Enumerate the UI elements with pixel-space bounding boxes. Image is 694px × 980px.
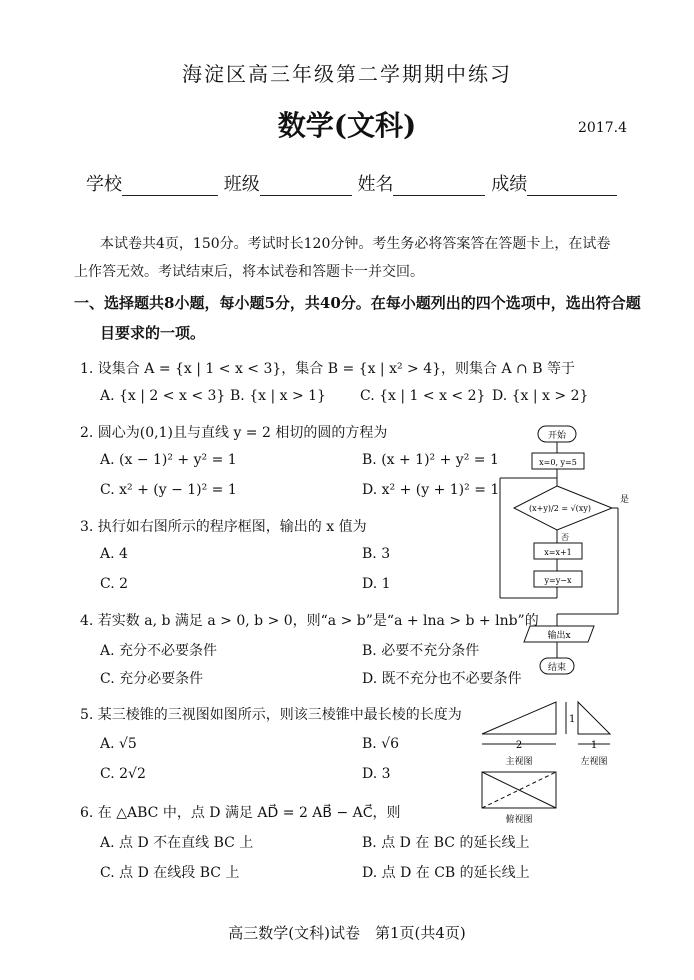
front-view-width-label: 2 bbox=[515, 740, 523, 751]
question-3-stem: 3. 执行如右图所示的程序框图，输出的 x 值为 bbox=[80, 519, 367, 535]
front-view-label: 主视图 bbox=[505, 757, 533, 767]
question-6-stem: 6. 在 △ABC 中，点 D 满足 AD⃗ = 2 AB⃗ − AC⃗，则 bbox=[80, 805, 401, 821]
q2-option-a: A. (x − 1)² + y² = 1 bbox=[100, 452, 237, 468]
flow-end-text: 结束 bbox=[547, 663, 567, 673]
q3-option-a: A. 4 bbox=[100, 546, 128, 562]
q2-option-d: D. x² + (y + 1)² = 1 bbox=[362, 482, 500, 498]
flow-output-text: 输出x bbox=[547, 631, 571, 641]
q6-option-a: A. 点 D 不在直线 BC 上 bbox=[100, 835, 254, 851]
q1-option-d: D. {x | x > 2} bbox=[492, 388, 589, 404]
three-views-figure bbox=[476, 696, 640, 830]
q4-option-d: D. 既不充分也不必要条件 bbox=[362, 671, 522, 687]
q2-option-c: C. x² + (y − 1)² = 1 bbox=[100, 482, 237, 498]
front-view-triangle bbox=[482, 702, 556, 734]
q1-option-a: A. {x | 2 < x < 3} bbox=[100, 388, 226, 404]
exam-date: 2017.4 bbox=[578, 120, 627, 136]
side-view-label: 左视图 bbox=[580, 757, 608, 767]
q3-option-b: B. 3 bbox=[362, 546, 391, 562]
score-blank bbox=[527, 175, 617, 196]
q6-option-d: D. 点 D 在 CB 的延长线上 bbox=[362, 865, 530, 881]
flow-init-text: x=0, y=5 bbox=[539, 458, 577, 467]
q1-option-b: B. {x | x > 1} bbox=[230, 388, 326, 404]
side-view-triangle bbox=[578, 702, 610, 734]
question-4-stem: 4. 若实数 a, b 满足 a > 0, b > 0，则“a > b”是“a + lna > b + lnb”的 bbox=[80, 613, 539, 629]
intro-line-2: 上作答无效。考试结束后，将本试卷和答题卡一并交回。 bbox=[74, 264, 424, 280]
top-view-label: 俯视图 bbox=[505, 815, 533, 825]
flow-yes-label: 是 bbox=[620, 495, 630, 505]
flow-start-text: 开始 bbox=[547, 431, 567, 441]
class-blank bbox=[260, 175, 352, 196]
q4-option-c: C. 充分必要条件 bbox=[100, 671, 204, 687]
section-heading: 一、选择题共8小题，每小题5分，共40分。在每小题列出的四个选项中，选出符合题 bbox=[74, 294, 641, 312]
question-5-stem: 5. 某三棱锥的三视图如图所示，则该三棱锥中最长棱的长度为 bbox=[80, 707, 462, 723]
subject-title: 数学(文科) bbox=[277, 109, 417, 142]
name-blank bbox=[393, 175, 485, 196]
program-flowchart bbox=[494, 418, 630, 688]
height-label: 1 bbox=[569, 714, 576, 725]
flow-no-label: 否 bbox=[561, 533, 569, 542]
section-heading-cont: 目要求的一项。 bbox=[100, 324, 206, 342]
q6-option-c: C. 点 D 在线段 BC 上 bbox=[100, 865, 240, 881]
class-label: 班级 bbox=[223, 174, 260, 195]
q4-option-a: A. 充分不必要条件 bbox=[100, 643, 218, 659]
school-blank bbox=[122, 175, 218, 196]
score-label: 成绩 bbox=[491, 174, 528, 195]
q5-option-c: C. 2√2 bbox=[100, 766, 146, 782]
q1-option-c: C. {x | 1 < x < 2} bbox=[360, 388, 486, 404]
q6-option-b: B. 点 D 在 BC 的延长线上 bbox=[362, 835, 530, 851]
q5-option-d: D. 3 bbox=[362, 766, 391, 782]
exam-title: 海淀区高三年级第二学期期中练习 bbox=[182, 62, 512, 86]
side-view-width-label: 1 bbox=[590, 740, 598, 751]
q3-option-d: D. 1 bbox=[362, 576, 391, 592]
question-1-stem: 1. 设集合 A = {x | 1 < x < 3}，集合 B = {x | x² > 4}，则集合 A ∩ B 等于 bbox=[80, 361, 575, 377]
question-2-stem: 2. 圆心为(0,1)且与直线 y = 2 相切的圆的方程为 bbox=[80, 425, 388, 441]
page-footer: 高三数学(文科)试卷 第1页(共4页) bbox=[228, 924, 466, 942]
flow-step1-text: x=x+1 bbox=[544, 548, 572, 557]
q2-option-b: B. (x + 1)² + y² = 1 bbox=[362, 452, 499, 468]
name-label: 姓名 bbox=[357, 174, 394, 195]
q5-option-a: A. √5 bbox=[100, 736, 137, 752]
q5-option-b: B. √6 bbox=[362, 736, 400, 752]
flow-condition-text: (x+y)/2 = √(xy) bbox=[529, 504, 591, 513]
student-info-row bbox=[86, 170, 617, 196]
school-label: 学校 bbox=[86, 174, 122, 195]
q3-option-c: C. 2 bbox=[100, 576, 129, 592]
flow-step2-text: y=y−x bbox=[544, 576, 572, 585]
q4-option-b: B. 必要不充分条件 bbox=[362, 643, 480, 659]
intro-line-1: 本试卷共4页，150分。考试时长120分钟。考生务必将答案答在答题卡上，在试卷 bbox=[100, 236, 611, 252]
